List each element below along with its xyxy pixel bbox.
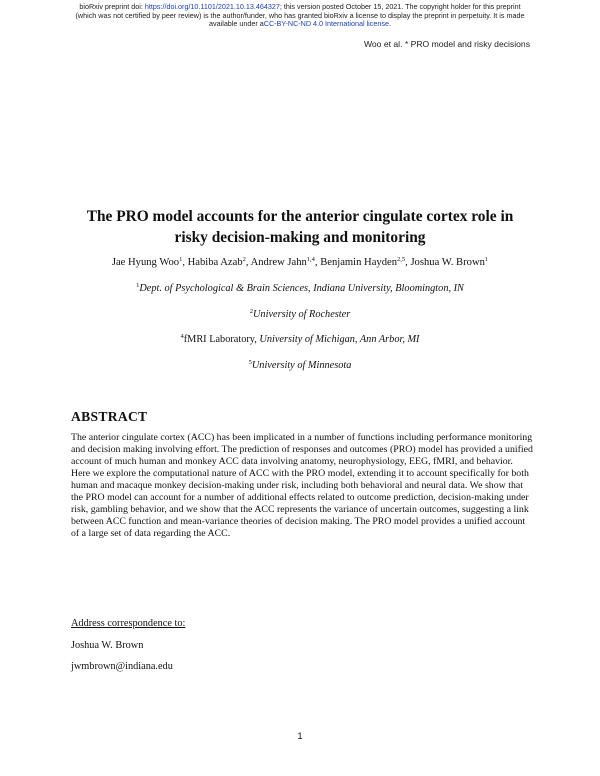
affiliation-4: $^4$fMRI Laboratory, University of Michigan, Ann Arbor, MI	[180, 333, 420, 345]
preprint-notice	[40, 3, 560, 29]
doi-link[interactable]: https://doi.org/10.1101/2021.10.13.464327	[144, 2, 280, 11]
paper-title	[40, 206, 560, 248]
running-head: Woo et al. * PRO model and risky decisions	[363, 39, 530, 49]
correspondence-name: Joshua W. Brown	[71, 640, 144, 651]
preprint-line-1: bioRxiv preprint doi: https://doi.org/10.1101/2021.10.13.464327; this version posted October 15, 2021. The copyright holder for this preprint	[79, 2, 521, 11]
author-name: Benjamin Hayden	[320, 257, 398, 268]
page-number: 1	[297, 731, 303, 742]
author-affiliation-mark: 2,5	[397, 256, 406, 263]
affiliation-2: $^2$University of Rochester	[249, 308, 351, 320]
correspondence-email[interactable]: jwmbrown@indiana.edu	[71, 661, 173, 672]
abstract-body: The anterior cingulate cortex (ACC) has been implicated in a number of functions including performance monitoring and decision making involving effort. The prediction of responses and outcomes (PRO) model has provided a unified account of much human and monkey ACC data involving anatomy, neurophysiology, EEG, fMRI, and behavior. Here we explore the computational nature of ACC with the PRO model, extending it to account specifically for both human and macaque monkey decision-making under risk, including both behavioral and neural data. We show that the PRO model can account for a number of additional effects related to outcome prediction, decision-making under risk, gambling behavior, and we show that the ACC represents the variance of uncertain outcomes, suggesting a link between ACC function and mean-variance theories of decision making. The PRO model provides a unified account of a large set of data regarding the ACC.	[71, 432, 533, 540]
author-name: Joshua W. Brown	[410, 257, 485, 268]
preprint-line-3: available under aCC-BY-NC-ND 4.0 International license.	[209, 19, 391, 29]
author-name: Habiba Azab	[187, 257, 243, 268]
correspondence-heading: Address correspondence to:	[71, 618, 186, 629]
preprint-line-2: (which was not certified by peer review) is the author/funder, who has granted bioRxiv a license to display the preprint in perpetuity. It is made	[75, 10, 525, 20]
author-affiliation-mark: 1	[484, 256, 489, 263]
author-affiliation-mark: 1,4	[306, 256, 315, 263]
affiliation-1: $^1$Dept. of Psychological & Brain Sciences, Indiana University, Bloomington, IN	[136, 282, 464, 294]
author-affiliation-mark: 2	[242, 256, 246, 263]
author-list: Jae Hyung Woo$^1$, Habiba Azab$^2$, Andrew Jahn$^{1,4}$, Benjamin Hayden$^{2,5}$, Joshua W. Brown$^1$	[111, 256, 489, 268]
affiliation-5: $^5$University of Minnesota	[248, 359, 352, 371]
author-name: Andrew Jahn	[250, 257, 307, 268]
author-affiliation-mark: 1	[179, 256, 183, 263]
author-name: Jae Hyung Woo	[111, 257, 180, 268]
title-line-1: The PRO model accounts for the anterior cingulate cortex role in	[86, 208, 514, 225]
abstract-heading: ABSTRACT	[71, 409, 148, 424]
license-link[interactable]: CC-BY-NC-ND 4.0 International license	[263, 19, 389, 29]
title-line-2: risky decision-making and monitoring	[174, 229, 426, 246]
